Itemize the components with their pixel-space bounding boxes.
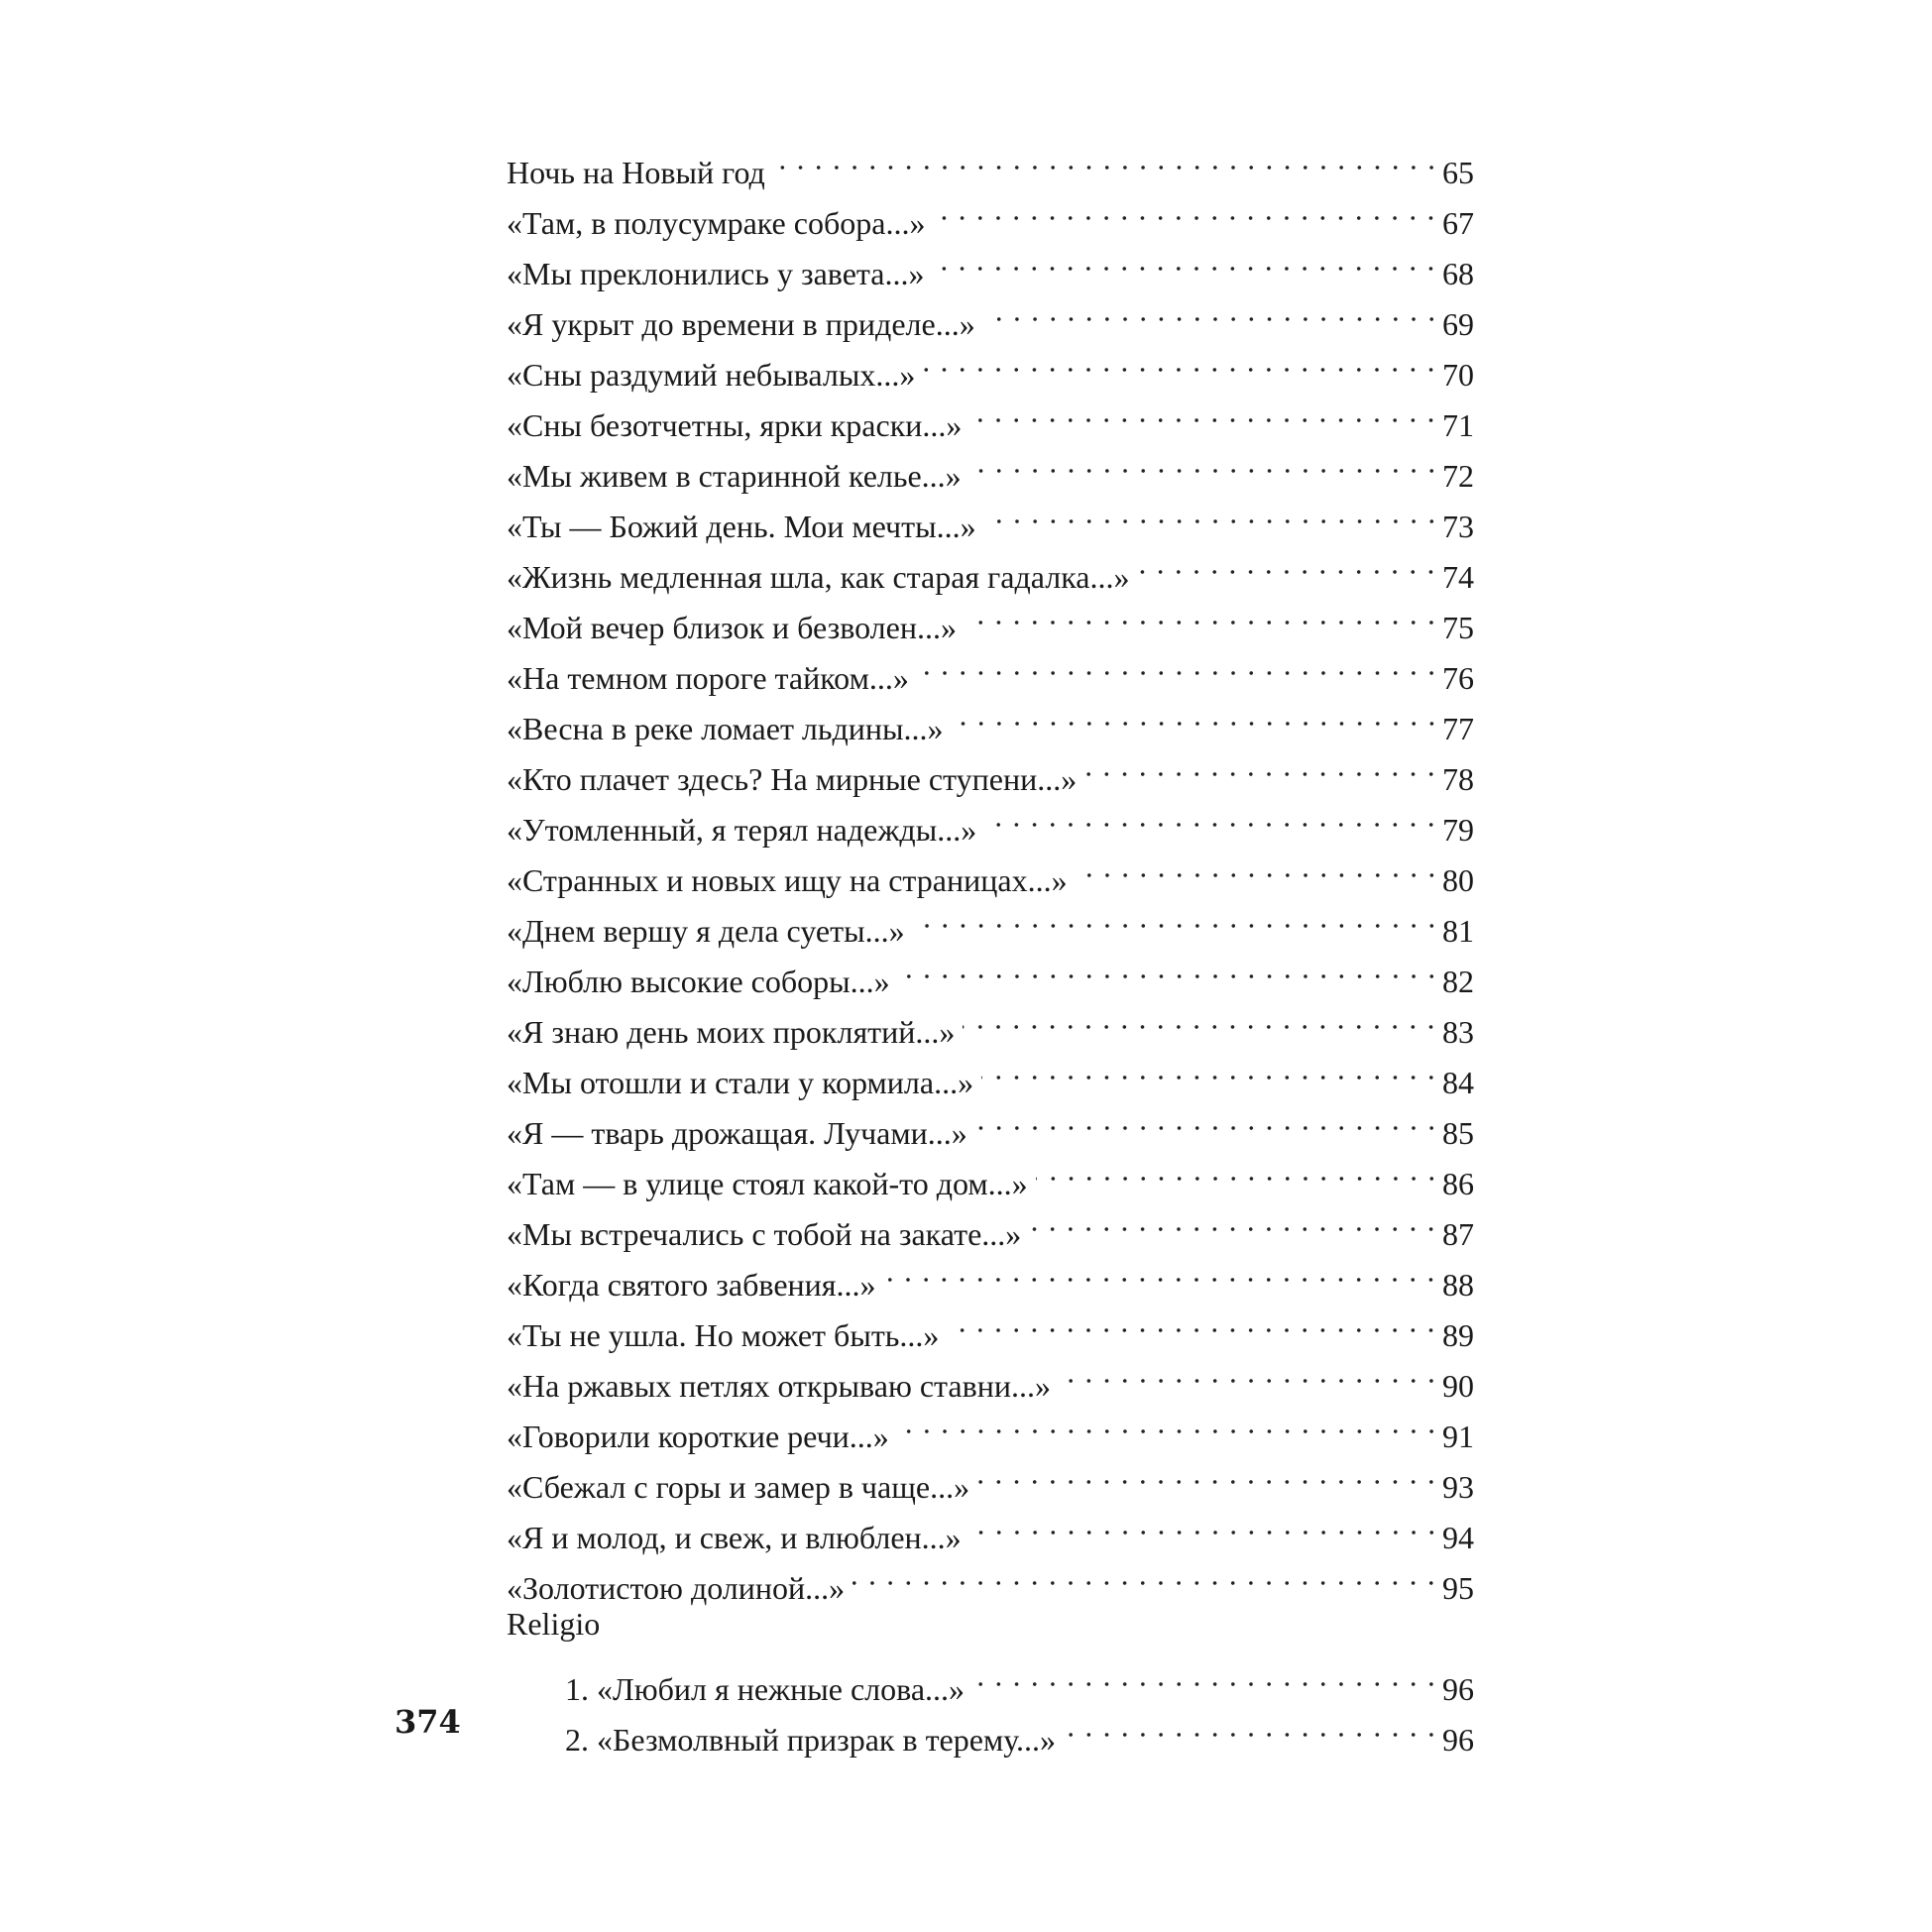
dot-leader xyxy=(1036,1144,1442,1194)
toc-entry-title: «Мой вечер близок и безволен...» xyxy=(507,610,957,645)
toc-entry-title: «Сны раздумий небывалых...» xyxy=(507,357,916,393)
dot-leader xyxy=(1084,739,1442,790)
toc-entry-page: 96 xyxy=(1442,1722,1474,1758)
toc-section-title: Religio xyxy=(507,1606,601,1642)
toc-entry-page: 93 xyxy=(1442,1469,1474,1505)
toc-entry-page: 77 xyxy=(1442,711,1474,746)
dot-leader xyxy=(952,689,1442,739)
toc-entry-page: 89 xyxy=(1442,1317,1474,1353)
toc-entry-page: 94 xyxy=(1442,1520,1474,1555)
toc-entry-page: 79 xyxy=(1442,812,1474,848)
toc-entry-title: «Я — тварь дрожащая. Лучами...» xyxy=(507,1115,967,1151)
dot-leader xyxy=(852,1548,1442,1599)
toc-entry-title: «Весна в реке ломает льдины...» xyxy=(507,711,944,746)
dot-leader xyxy=(965,588,1442,638)
toc-entry-page: 68 xyxy=(1442,256,1474,291)
toc-entry-title: «Днем вершу я дела суеты...» xyxy=(507,913,905,949)
toc-entry-title: «Странных и новых ищу на страницах...» xyxy=(507,862,1068,898)
dot-leader xyxy=(898,942,1442,992)
toc-entry-title: 1. «Любил я нежные слова...» xyxy=(565,1671,966,1707)
toc-entry-page: 91 xyxy=(1442,1419,1474,1454)
toc-entry-title: «На ржавых петлях открываю ставни...» xyxy=(507,1368,1051,1404)
toc-entry-title: «Кто плачет здесь? На мирные ступени...» xyxy=(507,761,1078,797)
dot-leader xyxy=(984,790,1442,841)
dot-leader xyxy=(947,1296,1442,1346)
toc-entry-page: 74 xyxy=(1442,559,1474,595)
toc-entry-title: «Жизнь медленная шла, как старая гадалка...» xyxy=(507,559,1130,595)
dot-leader xyxy=(1029,1194,1442,1245)
toc-entry-title: «Когда святого забвения...» xyxy=(507,1267,876,1303)
dot-leader xyxy=(923,335,1442,386)
dot-leader xyxy=(897,1397,1442,1447)
toc-entry-page: 85 xyxy=(1442,1115,1474,1151)
toc-entry-title: 2. «Безмолвный призрак в терему...» xyxy=(565,1722,1056,1758)
toc-entry[interactable] xyxy=(507,133,1474,190)
toc-entry-title: «Ты не ушла. Но может быть...» xyxy=(507,1317,940,1353)
dot-leader xyxy=(981,1043,1442,1093)
dot-leader xyxy=(972,1649,1442,1700)
dot-leader xyxy=(983,284,1442,335)
dot-leader xyxy=(969,386,1442,436)
toc-entry-page: 95 xyxy=(1442,1570,1474,1606)
toc-entry-page: 82 xyxy=(1442,964,1474,999)
toc-entry-title: «Золотистою долиной...» xyxy=(507,1570,846,1606)
dot-leader xyxy=(963,992,1442,1043)
toc-entry-title: «Мы встречались с тобой на закате...» xyxy=(507,1216,1022,1252)
toc-entry-page: 80 xyxy=(1442,862,1474,898)
toc-entry-title: Ночь на Новый год xyxy=(507,155,765,190)
dot-leader xyxy=(773,133,1442,183)
toc-entry-page: 73 xyxy=(1442,509,1474,544)
toc-entry-title: «Я знаю день моих проклятий...» xyxy=(507,1014,956,1050)
toc-entry-title: «Сны безотчетны, ярки краски...» xyxy=(507,407,963,443)
toc-entry-page: 87 xyxy=(1442,1216,1474,1252)
toc-entry-page: 65 xyxy=(1442,155,1474,190)
dot-leader xyxy=(1064,1700,1442,1751)
toc-entry-page: 71 xyxy=(1442,407,1474,443)
toc-entry-title: «Мы живем в старинной келье...» xyxy=(507,458,962,494)
toc-entry-title: «Мы отошли и стали у кормила...» xyxy=(507,1065,974,1100)
dot-leader xyxy=(969,1498,1442,1548)
toc-entry-page: 96 xyxy=(1442,1671,1474,1707)
table-of-contents xyxy=(507,133,1474,1758)
toc-entry-page: 90 xyxy=(1442,1368,1474,1404)
toc-entry-page: 78 xyxy=(1442,761,1474,797)
toc-entry-page: 72 xyxy=(1442,458,1474,494)
toc-entry-page: 81 xyxy=(1442,913,1474,949)
dot-leader xyxy=(932,234,1442,284)
dot-leader xyxy=(1059,1346,1442,1397)
dot-leader xyxy=(917,638,1442,689)
toc-entry-title: «Утомленный, я терял надежды...» xyxy=(507,812,977,848)
dot-leader xyxy=(883,1245,1442,1296)
toc-entry-title: «Там, в полусумраке собора...» xyxy=(507,205,926,241)
toc-entry-page: 83 xyxy=(1442,1014,1474,1050)
dot-leader xyxy=(933,183,1442,234)
toc-sub-entry[interactable] xyxy=(507,1649,1474,1707)
toc-entry-page: 86 xyxy=(1442,1166,1474,1201)
toc-entry-page: 67 xyxy=(1442,205,1474,241)
toc-entry-page: 69 xyxy=(1442,306,1474,342)
toc-entry-title: «Сбежал с горы и замер в чаще...» xyxy=(507,1469,970,1505)
dot-leader xyxy=(977,1447,1442,1498)
toc-entry-title: «Я укрыт до времени в приделе...» xyxy=(507,306,975,342)
toc-entry-page: 75 xyxy=(1442,610,1474,645)
toc-entry-title: «На темном пороге тайком...» xyxy=(507,660,909,696)
page-number: 374 xyxy=(395,1703,461,1741)
toc-entry-page: 84 xyxy=(1442,1065,1474,1100)
toc-entry-title: «Там — в улице стоял какой-то дом...» xyxy=(507,1166,1028,1201)
dot-leader xyxy=(969,436,1442,487)
dot-leader xyxy=(913,891,1442,942)
dot-leader xyxy=(975,1093,1442,1144)
toc-entry-title: «Я и молод, и свеж, и влюблен...» xyxy=(507,1520,962,1555)
toc-entry-page: 88 xyxy=(1442,1267,1474,1303)
dot-leader xyxy=(984,487,1442,537)
toc-entry-title: «Говорили короткие речи...» xyxy=(507,1419,889,1454)
toc-entry-title: «Мы преклонились у завета...» xyxy=(507,256,925,291)
dot-leader xyxy=(1137,537,1442,588)
toc-entry-title: «Люблю высокие соборы...» xyxy=(507,964,890,999)
toc-entry-title: «Ты — Божий день. Мои мечты...» xyxy=(507,509,976,544)
toc-entry-page: 76 xyxy=(1442,660,1474,696)
toc-entry-page: 70 xyxy=(1442,357,1474,393)
dot-leader xyxy=(1076,841,1442,891)
